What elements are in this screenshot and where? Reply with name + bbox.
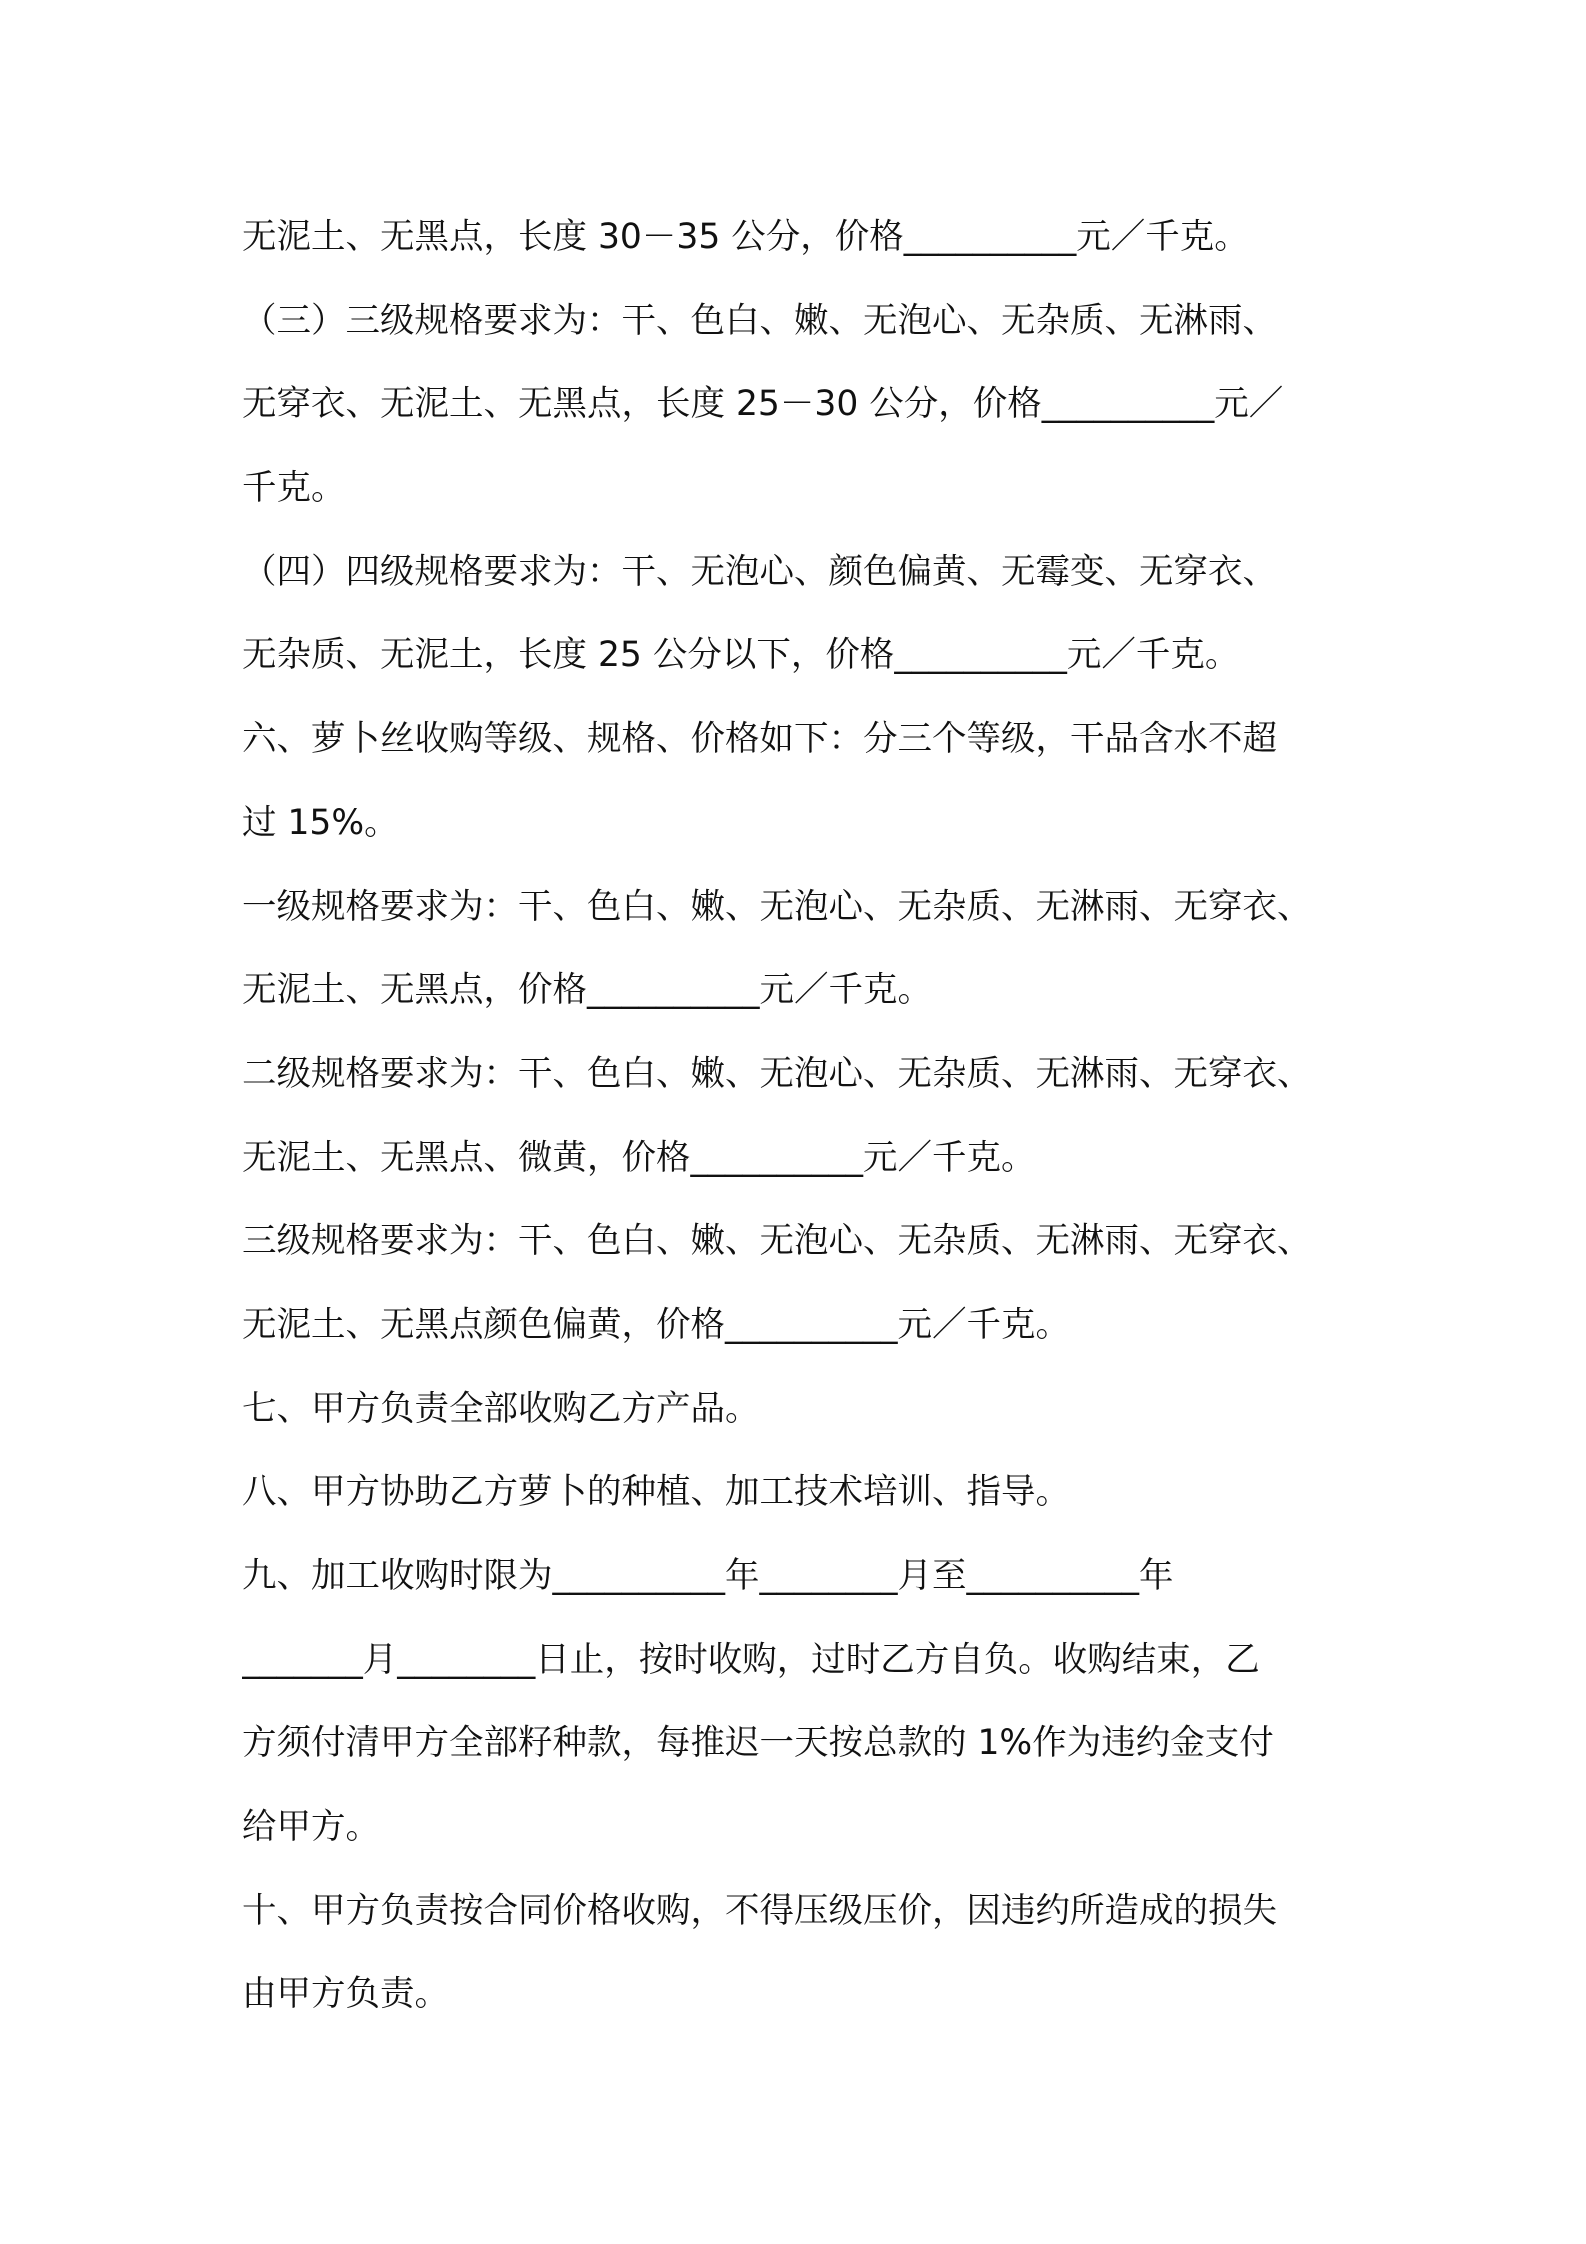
text-line: 无杂质、无泥土，长度 25 公分以下，价格__________元／千克。 [242,635,1240,676]
text-line: 给甲方。 [242,1807,380,1848]
text-line: 无泥土、无黑点，长度 30－35 公分，价格__________元／千克。 [242,217,1249,257]
text-line: 八、甲方协助乙方萝卜的种植、加工技术培训、指导。 [242,1472,1070,1513]
text-line: _______月________日止，按时收购，过时乙方自负。收购结束，乙 [242,1639,1260,1680]
text-line: 二级规格要求为：干、色白、嫩、无泡心、无杂质、无淋雨、无穿衣、 [242,1053,1312,1094]
text-line: 七、甲方负责全部收购乙方产品。 [242,1388,760,1429]
text-line: 十、甲方负责按合同价格收购，不得压级压价，因违约所造成的损失 [242,1890,1277,1931]
text-line: （三）三级规格要求为：干、色白、嫩、无泡心、无杂质、无淋雨、 [242,300,1277,341]
text-line: 无泥土、无黑点，价格__________元／千克。 [242,970,932,1011]
text-line: 过 15%。 [242,802,399,843]
text-line: 无穿衣、无泥土、无黑点，长度 25－30 公分，价格__________元／ [242,384,1284,425]
text-line: 一级规格要求为：干、色白、嫩、无泡心、无杂质、无淋雨、无穿衣、 [242,886,1312,927]
text-line: （四）四级规格要求为：干、无泡心、颜色偏黄、无霉变、无穿衣、 [242,551,1277,592]
text-line: 六、萝卜丝收购等级、规格、价格如下：分三个等级，干品含水不超 [242,719,1277,760]
text-line: 千克。 [242,468,346,509]
text-line: 由甲方负责。 [242,1974,449,2015]
text-line: 方须付清甲方全部籽种款，每推迟一天按总款的 1%作为违约金支付 [242,1723,1274,1764]
text-line: 三级规格要求为：干、色白、嫩、无泡心、无杂质、无淋雨、无穿衣、 [242,1221,1312,1262]
document-body [242,196,1362,2037]
text-line: 无泥土、无黑点颜色偏黄，价格__________元／千克。 [242,1304,1070,1345]
text-line: 无泥土、无黑点、微黄，价格__________元／千克。 [242,1137,1036,1178]
text-line: 九、加工收购时限为__________年________月至__________年 [242,1556,1174,1596]
